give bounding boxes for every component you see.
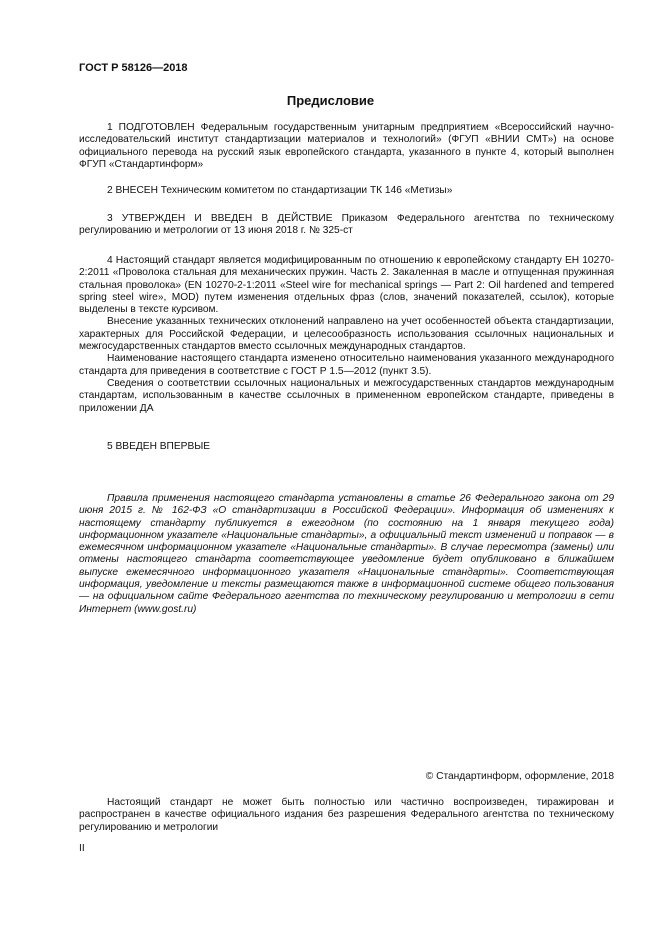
paragraph: 3 УТВЕРЖДЕН И ВВЕДЕН В ДЕЙСТВИЕ Приказом Федерального агентства по техническому регулированию и метрологии от 13 июня 2018 г. № 325-ст [79, 213, 614, 237]
item-1 [79, 122, 614, 171]
item-5 [79, 441, 614, 453]
item-2 [79, 185, 614, 197]
paragraph: Внесение указанных технических отклонений направлено на учет особенностей объекта стандартизации, характерных для Российской Федерации, и целесообразность использования ссылочных национальных и межгосударственных стандартов вместо ссылочных международных стандартов. [79, 316, 614, 353]
paragraph: 5 ВВЕДЕН ВПЕРВЫЕ [107, 441, 211, 452]
paragraph: Сведения о соответствии ссылочных национальных и межгосударственных стандартов международным стандартам, использованным в качестве ссылочных в примененном европейском стандарте, приведены в приложении ДА [79, 377, 614, 414]
paragraph: 4 Настоящий стандарт является модифицированным по отношению к европейскому стандарту ЕН 10270-2:2011 «Проволока стальная для механических пружин. Часть 2. Закаленная в масле и отпущенная пружинная стальная проволока» (EN 10270-2-1:2011 «Steel wire for mechanical springs — Part 2: Oil hardened and tempered spring steel wire», MOD) путем изменения отдельных фраз (слов, значений показателей, ссылок), которые выделены в тексте курсивом. [79, 255, 614, 316]
document-id: ГОСТ Р 58126—2018 [79, 62, 188, 74]
paragraph: Настоящий стандарт не может быть полностью или частично воспроизведен, тиражирован и распространен в качестве официального издания без разрешения Федерального агентства по техническому регулированию и метрологии [79, 797, 614, 833]
copyright-line: © Стандартинформ, оформление, 2018 [425, 771, 614, 782]
item-4 [79, 255, 614, 415]
item-3 [79, 213, 614, 238]
paragraph: 2 ВНЕСЕН Техническим комитетом по стандартизации ТК 146 «Метизы» [107, 185, 453, 196]
legal-notice [79, 493, 614, 616]
paragraph: 1 ПОДГОТОВЛЕН Федеральным государственным унитарным предприятием «Всероссийский научно-исследовательский институт стандартизации материалов и технологий» (ФГУП «ВНИИ СМТ») на основе официального перевода на русский язык европейского стандарта, указанного в пункте 4, который выполнен ФГУП «Стандартинформ» [79, 122, 614, 170]
reproduction-notice [79, 797, 614, 834]
paragraph: Наименование настоящего стандарта изменено относительно наименования указанного международного стандарта для приведения в соответствие с ГОСТ Р 1.5—2012 (пункт 3.5). [79, 353, 614, 377]
page-number: II [79, 843, 85, 854]
page-title: Предисловие [286, 93, 375, 108]
notice-text: Правила применения настоящего стандарта установлены в статье 26 Федерального закона от 29 июня 2015 г. № 162-ФЗ «О стандартизации в Российской Федерации». Информация об изменениях к настоящему стандарту публикуется в ежегодном (по состоянию на 1 января текущего года) информационном указателе «Национальные стандарты», а официальный текст изменений и поправок — в ежемесячном информационном указателе «Национальные стандарты». В случае пересмотра (замены) или отмены настоящего стандарта соответствующее уведомление будет опубликовано в ближайшем выпуске ежемесячного информационного указателя «Национальные стандарты». Соответствующая информация, уведомление и тексты размещаются также в информационной системе общего пользования — на официальном сайте Федерального агентства по техническому регулированию и метрологии в сети Интернет (www.gost.ru) [79, 493, 614, 615]
